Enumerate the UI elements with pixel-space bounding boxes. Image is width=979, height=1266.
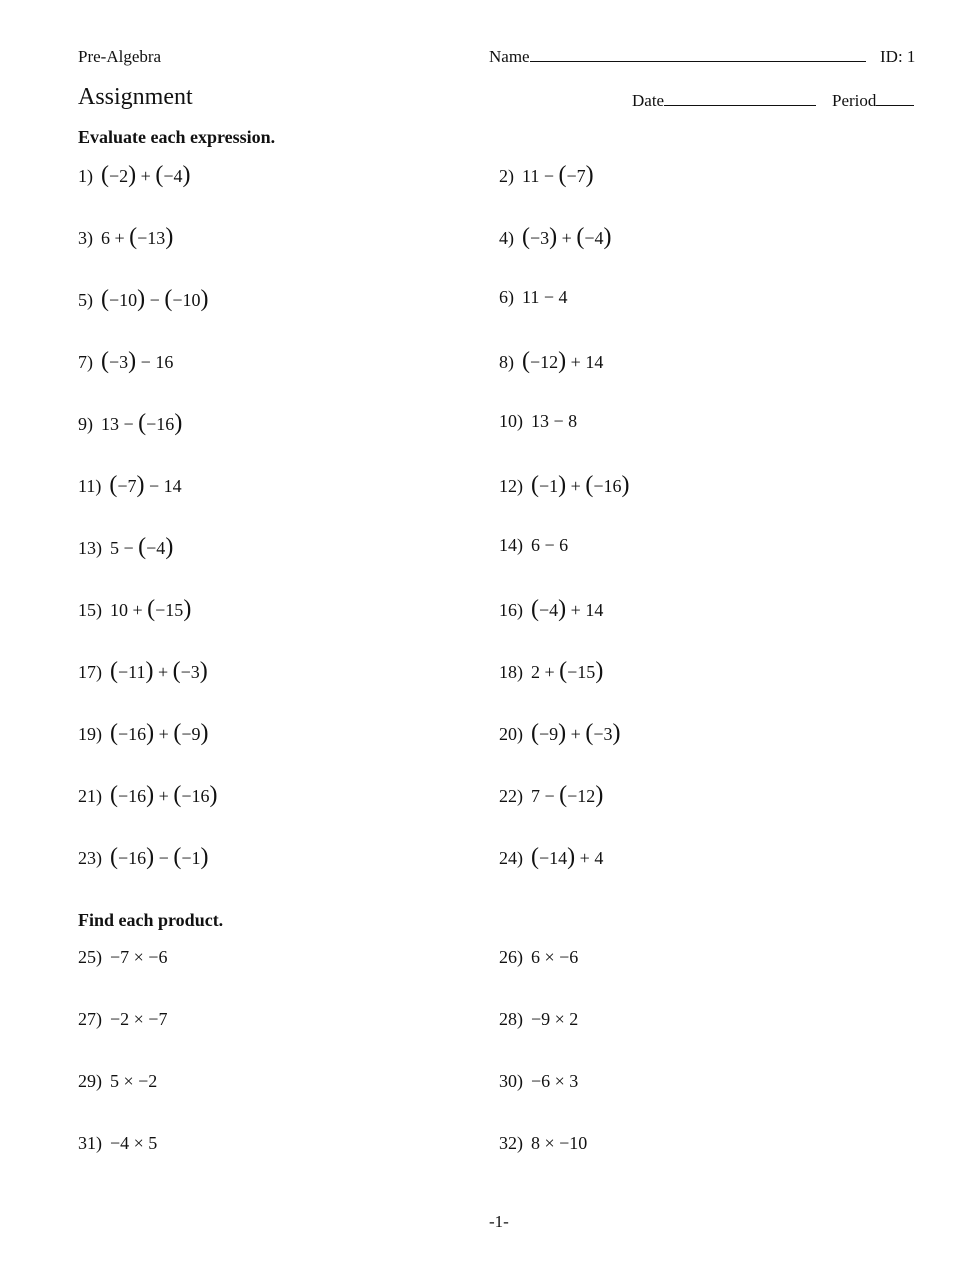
name-field: [489, 47, 866, 67]
problem-expression: [101, 410, 183, 436]
term: 10: [110, 600, 128, 620]
problem-number: 20): [499, 724, 523, 744]
operator: +: [557, 228, 577, 248]
problem-number: 9): [78, 414, 93, 434]
parenthesized-term: (−9): [173, 720, 209, 746]
date-field: [632, 91, 816, 111]
problem-number: 11): [78, 476, 102, 496]
problem-expression: [101, 348, 174, 374]
problem-number: 5): [78, 290, 93, 310]
parenthesized-term: (−9): [531, 720, 567, 746]
problem-number: 10): [499, 411, 523, 431]
parenthesized-term: (−10): [101, 286, 146, 312]
term: 7: [531, 786, 540, 806]
operator: −: [119, 414, 139, 434]
problem-number: 19): [78, 724, 102, 744]
operator: +: [128, 600, 148, 620]
term: 14: [585, 600, 604, 620]
problem-expression: [101, 224, 174, 250]
operator: −: [549, 411, 569, 431]
operator: −: [144, 476, 164, 496]
term: 11: [522, 287, 540, 307]
problem-item: [78, 1009, 167, 1030]
parenthesized-term: (−16): [173, 782, 218, 808]
term: −6 × 3: [531, 1071, 579, 1091]
term: 4: [558, 287, 568, 307]
problem-number: 17): [78, 662, 102, 682]
problem-item: [499, 535, 568, 556]
problem-item: [499, 411, 577, 432]
problem-expression: [531, 535, 568, 555]
period-label: Period: [832, 91, 877, 110]
date-blank-line: [664, 91, 816, 106]
problem-item: [499, 225, 611, 249]
parenthesized-term: (−15): [147, 596, 192, 622]
problem-number: 29): [78, 1071, 102, 1091]
parenthesized-term: (−15): [559, 658, 604, 684]
problem-expression: [531, 782, 604, 808]
parenthesized-term: (−16): [585, 472, 630, 498]
operator: +: [136, 166, 156, 186]
problem-item: [78, 947, 167, 968]
problem-number: 3): [78, 228, 93, 248]
problem-number: 16): [499, 600, 523, 620]
parenthesized-term: (−3): [585, 720, 621, 746]
operator: −: [154, 848, 174, 868]
problem-item: [499, 721, 620, 745]
problem-expression: [110, 720, 209, 746]
course-label: Pre-Algebra: [78, 47, 162, 66]
operator: +: [540, 662, 560, 682]
parenthesized-term: (−2): [101, 162, 137, 188]
term: 8 × −10: [531, 1133, 588, 1153]
problem-number: 7): [78, 352, 93, 372]
problem-item: [499, 287, 568, 308]
problem-number: 4): [499, 228, 514, 248]
problem-item: [499, 947, 578, 968]
problem-item: [78, 411, 182, 435]
term: 5: [110, 538, 119, 558]
problem-item: [78, 721, 208, 745]
parenthesized-term: (−4): [576, 224, 612, 250]
term: 14: [163, 476, 182, 496]
operator: +: [110, 228, 130, 248]
id-label: ID: 1: [880, 47, 916, 66]
parenthesized-term: (−4): [138, 534, 174, 560]
operator: −: [145, 290, 165, 310]
operator: −: [539, 287, 559, 307]
operator: −: [540, 535, 560, 555]
term: 6: [559, 535, 569, 555]
parenthesized-term: (−3): [101, 348, 137, 374]
term: −4 × 5: [110, 1133, 158, 1153]
problem-item: [499, 473, 629, 497]
parenthesized-term: (−1): [173, 844, 209, 870]
problem-number: 32): [499, 1133, 523, 1153]
problem-item: [499, 845, 603, 869]
problem-item: [499, 783, 603, 807]
problem-item: [78, 845, 208, 869]
term: −7 × −6: [110, 947, 168, 967]
problem-expression: [110, 1133, 157, 1153]
problem-expression: [531, 596, 604, 622]
parenthesized-term: (−3): [172, 658, 208, 684]
operator: −: [119, 538, 139, 558]
parenthesized-term: (−3): [522, 224, 558, 250]
parenthesized-term: (−16): [110, 844, 155, 870]
parenthesized-term: (−14): [531, 844, 576, 870]
problem-expression: [531, 658, 604, 684]
problem-item: [499, 1009, 578, 1030]
problem-number: 2): [499, 166, 514, 186]
operator: −: [540, 786, 560, 806]
problem-expression: [110, 596, 192, 622]
parenthesized-term: (−16): [138, 410, 183, 436]
problem-item: [499, 597, 603, 621]
parenthesized-term: (−1): [531, 472, 567, 498]
period-blank-line: [876, 91, 914, 106]
operator: −: [136, 352, 156, 372]
problem-expression: [531, 947, 578, 967]
problem-number: 27): [78, 1009, 102, 1029]
problem-item: [78, 287, 208, 311]
problem-number: 12): [499, 476, 523, 496]
problem-item: [78, 225, 173, 249]
term: 5 × −2: [110, 1071, 158, 1091]
problem-expression: [531, 844, 604, 870]
operator: −: [539, 166, 559, 186]
problem-number: 30): [499, 1071, 523, 1091]
term: 8: [568, 411, 578, 431]
problem-expression: [522, 287, 568, 307]
problem-expression: [101, 162, 191, 188]
problem-number: 25): [78, 947, 102, 967]
parenthesized-term: (−7): [558, 162, 594, 188]
parenthesized-term: (−4): [155, 162, 191, 188]
problem-expression: [531, 1071, 578, 1091]
operator: +: [575, 848, 595, 868]
problem-item: [499, 1071, 578, 1092]
problem-expression: [531, 472, 630, 498]
problem-item: [78, 473, 182, 497]
problem-expression: [101, 286, 209, 312]
parenthesized-term: (−7): [109, 472, 145, 498]
parenthesized-term: (−13): [129, 224, 174, 250]
term: −2 × −7: [110, 1009, 168, 1029]
problem-item: [499, 349, 603, 373]
operator: +: [153, 662, 173, 682]
operator: +: [566, 476, 586, 496]
term: 13: [101, 414, 119, 434]
parenthesized-term: (−12): [522, 348, 567, 374]
problem-number: 23): [78, 848, 102, 868]
term: 14: [585, 352, 604, 372]
problem-number: 22): [499, 786, 523, 806]
problem-expression: [531, 720, 621, 746]
problem-expression: [110, 782, 218, 808]
problem-number: 8): [499, 352, 514, 372]
date-label: Date: [632, 91, 665, 110]
problem-expression: [110, 1009, 167, 1029]
section-instruction: Evaluate each expression.: [78, 127, 276, 147]
problem-item: [78, 1071, 157, 1092]
problem-item: [78, 783, 217, 807]
parenthesized-term: (−11): [110, 658, 154, 684]
problem-item: [78, 163, 190, 187]
term: 13: [531, 411, 549, 431]
problem-expression: [531, 1133, 587, 1153]
problem-number: 26): [499, 947, 523, 967]
term: 11: [522, 166, 540, 186]
problem-item: [499, 163, 594, 187]
page-title: Assignment: [78, 84, 193, 110]
name-label: Name: [489, 47, 530, 66]
problem-item: [78, 349, 173, 373]
parenthesized-term: (−16): [110, 782, 155, 808]
operator: +: [566, 352, 586, 372]
problem-expression: [110, 1071, 157, 1091]
parenthesized-term: (−16): [110, 720, 155, 746]
problem-number: 15): [78, 600, 102, 620]
problem-item: [499, 659, 603, 683]
parenthesized-term: (−4): [531, 596, 567, 622]
problem-number: 31): [78, 1133, 102, 1153]
problem-item: [78, 1133, 157, 1154]
term: 2: [531, 662, 540, 682]
problem-number: 1): [78, 166, 93, 186]
problem-number: 6): [499, 287, 514, 307]
problem-item: [78, 597, 191, 621]
operator: +: [566, 724, 586, 744]
problem-number: 21): [78, 786, 102, 806]
problem-number: 28): [499, 1009, 523, 1029]
problem-item: [499, 1133, 587, 1154]
problem-item: [78, 535, 173, 559]
problem-expression: [109, 472, 182, 498]
problem-expression: [110, 844, 209, 870]
page-number: -1-: [489, 1212, 509, 1231]
problem-expression: [522, 348, 604, 374]
operator: +: [566, 600, 586, 620]
operator: +: [154, 724, 174, 744]
problem-expression: [110, 947, 167, 967]
problem-expression: [531, 1009, 578, 1029]
problem-expression: [110, 658, 208, 684]
operator: +: [154, 786, 174, 806]
name-blank-line: [530, 47, 866, 62]
term: 4: [594, 848, 604, 868]
problem-expression: [110, 534, 174, 560]
problem-number: 14): [499, 535, 523, 555]
problem-number: 13): [78, 538, 102, 558]
problem-number: 18): [499, 662, 523, 682]
term: 6 × −6: [531, 947, 579, 967]
problem-number: 24): [499, 848, 523, 868]
problem-expression: [522, 224, 612, 250]
period-field: [832, 91, 914, 111]
parenthesized-term: (−10): [164, 286, 209, 312]
parenthesized-term: (−12): [559, 782, 604, 808]
term: 16: [155, 352, 174, 372]
problem-expression: [531, 411, 577, 431]
section-instruction: Find each product.: [78, 910, 224, 930]
term: 6: [531, 535, 540, 555]
term: 6: [101, 228, 110, 248]
problem-expression: [522, 162, 594, 188]
term: −9 × 2: [531, 1009, 579, 1029]
problem-item: [78, 659, 208, 683]
